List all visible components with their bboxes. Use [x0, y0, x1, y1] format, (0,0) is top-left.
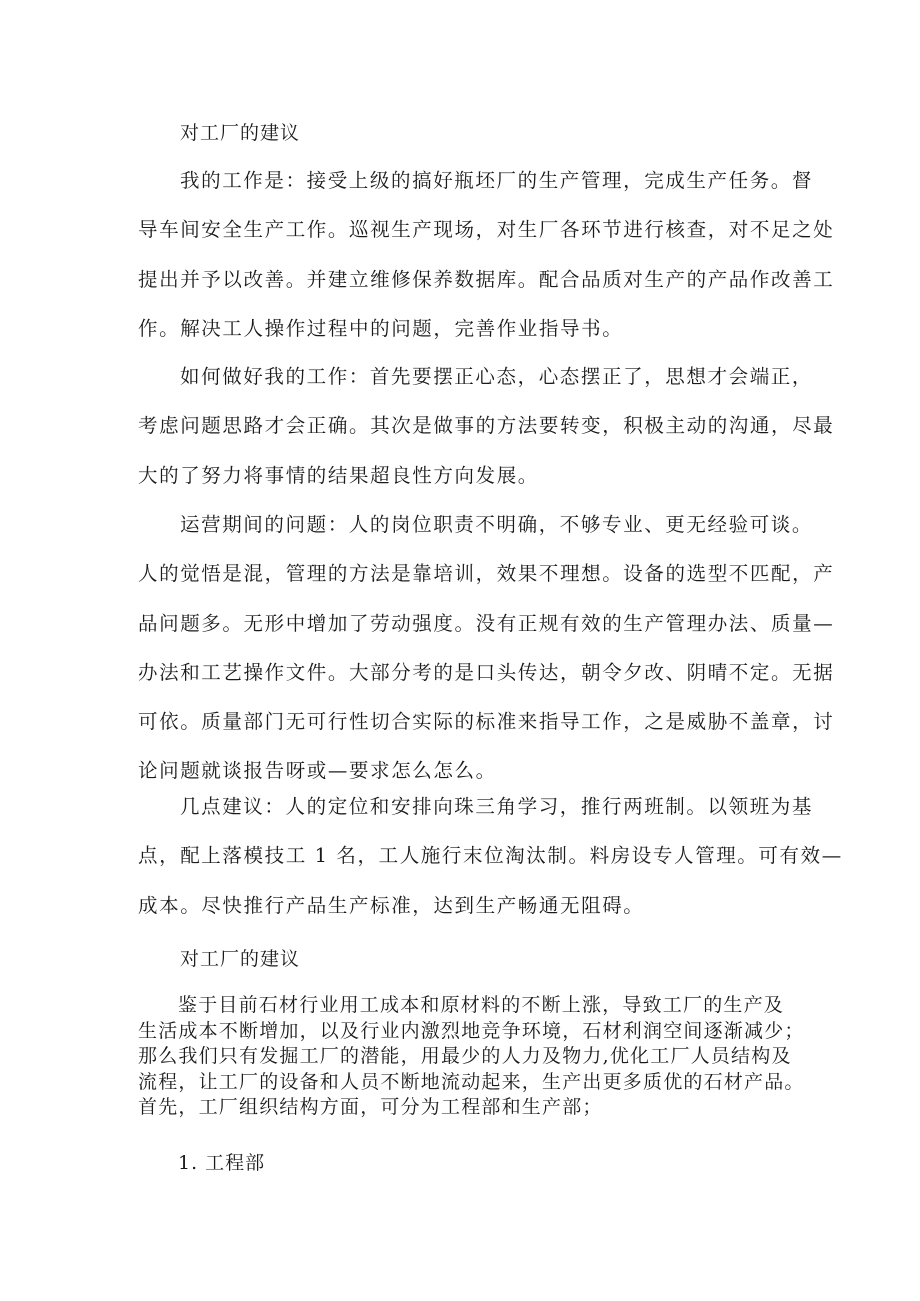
text-line: 导车间安全生产工作。巡视生产现场，对生厂各环节进行核查，对不足之处 — [138, 218, 835, 242]
paragraph-how-to-work — [138, 352, 835, 500]
paragraph-operation-issues — [138, 500, 835, 796]
numbered-heading: 1. 工程部 — [178, 1152, 266, 1174]
text-line: 几点建议：人的定位和安排向珠三角学习，推行两班制。以领班为基 — [180, 795, 814, 818]
paragraph-suggestions — [138, 782, 843, 930]
text-line: 点，配上落模技工 1 名，工人施行末位淘汰制。料房设专人管理。可有效— — [138, 844, 843, 868]
text-line: 可依。质量部门无可行性切合实际的标准来指导工作，之是威胁不盖章，讨 — [138, 710, 835, 734]
text-line: 作。解决工人操作过程中的问题，完善作业指导书。 — [138, 316, 624, 340]
text-line: 提出并予以改善。并建立维修保养数据库。配合品质对生产的产品作改善工 — [138, 267, 835, 291]
text-line: 办法和工艺操作文件。大部分考的是口头传达，朝令夕改、阴晴不定。无据 — [138, 660, 835, 684]
text-line: 考虑问题思路才会正确。其次是做事的方法要转变，积极主动的沟通，尽最 — [138, 414, 835, 438]
text-line: 首先，工厂组织结构方面，可分为工程部和生产部； — [138, 1096, 603, 1118]
text-line: 大的了努力将事情的结果超良性方向发展。 — [138, 463, 539, 487]
text-line: 论问题就谈报告呀或—要求怎么怎么。 — [138, 759, 497, 783]
text-line: 运营期间的问题：人的岗位职责不明确，不够专业、更无经验可谈。 — [180, 513, 814, 536]
text-line: 品问题多。无形中增加了劳动强度。没有正规有效的生产管理办法、质量— — [138, 611, 835, 635]
section-title: 对工厂的建议 — [180, 948, 301, 970]
paragraph-work-duties — [138, 156, 835, 353]
text-line: 那么我们只有发掘工厂的潜能，用最少的人力及物力,优化工厂人员结构及 — [138, 1045, 792, 1067]
text-line: 如何做好我的工作：首先要摆正心态，心态摆正了，思想才会端正， — [180, 365, 814, 388]
text-line: 成本。尽快推行产品生产标准，达到生产畅通无阻碍。 — [138, 893, 645, 917]
text-line: 人的觉悟是混，管理的方法是靠培训，效果不理想。设备的选型不匹配，产 — [138, 562, 835, 586]
paragraph-stone-industry — [138, 993, 805, 1121]
text-line: 生活成本不断增加，以及行业内激烈地竞争环境，石材利润空间逐渐减少； — [138, 1019, 805, 1042]
text-line: 流程，让工厂的设备和人员不断地流动起来，生产出更多质优的石材产品。 — [138, 1070, 805, 1093]
text-line: 鉴于目前石材行业用工成本和原材料的不断上涨，导致工厂的生产及 — [178, 994, 785, 1016]
section-title: 对工厂的建议 — [180, 122, 301, 144]
text-line: 我的工作是：接受上级的搞好瓶坯厂的生产管理，完成生产任务。督 — [180, 169, 814, 192]
